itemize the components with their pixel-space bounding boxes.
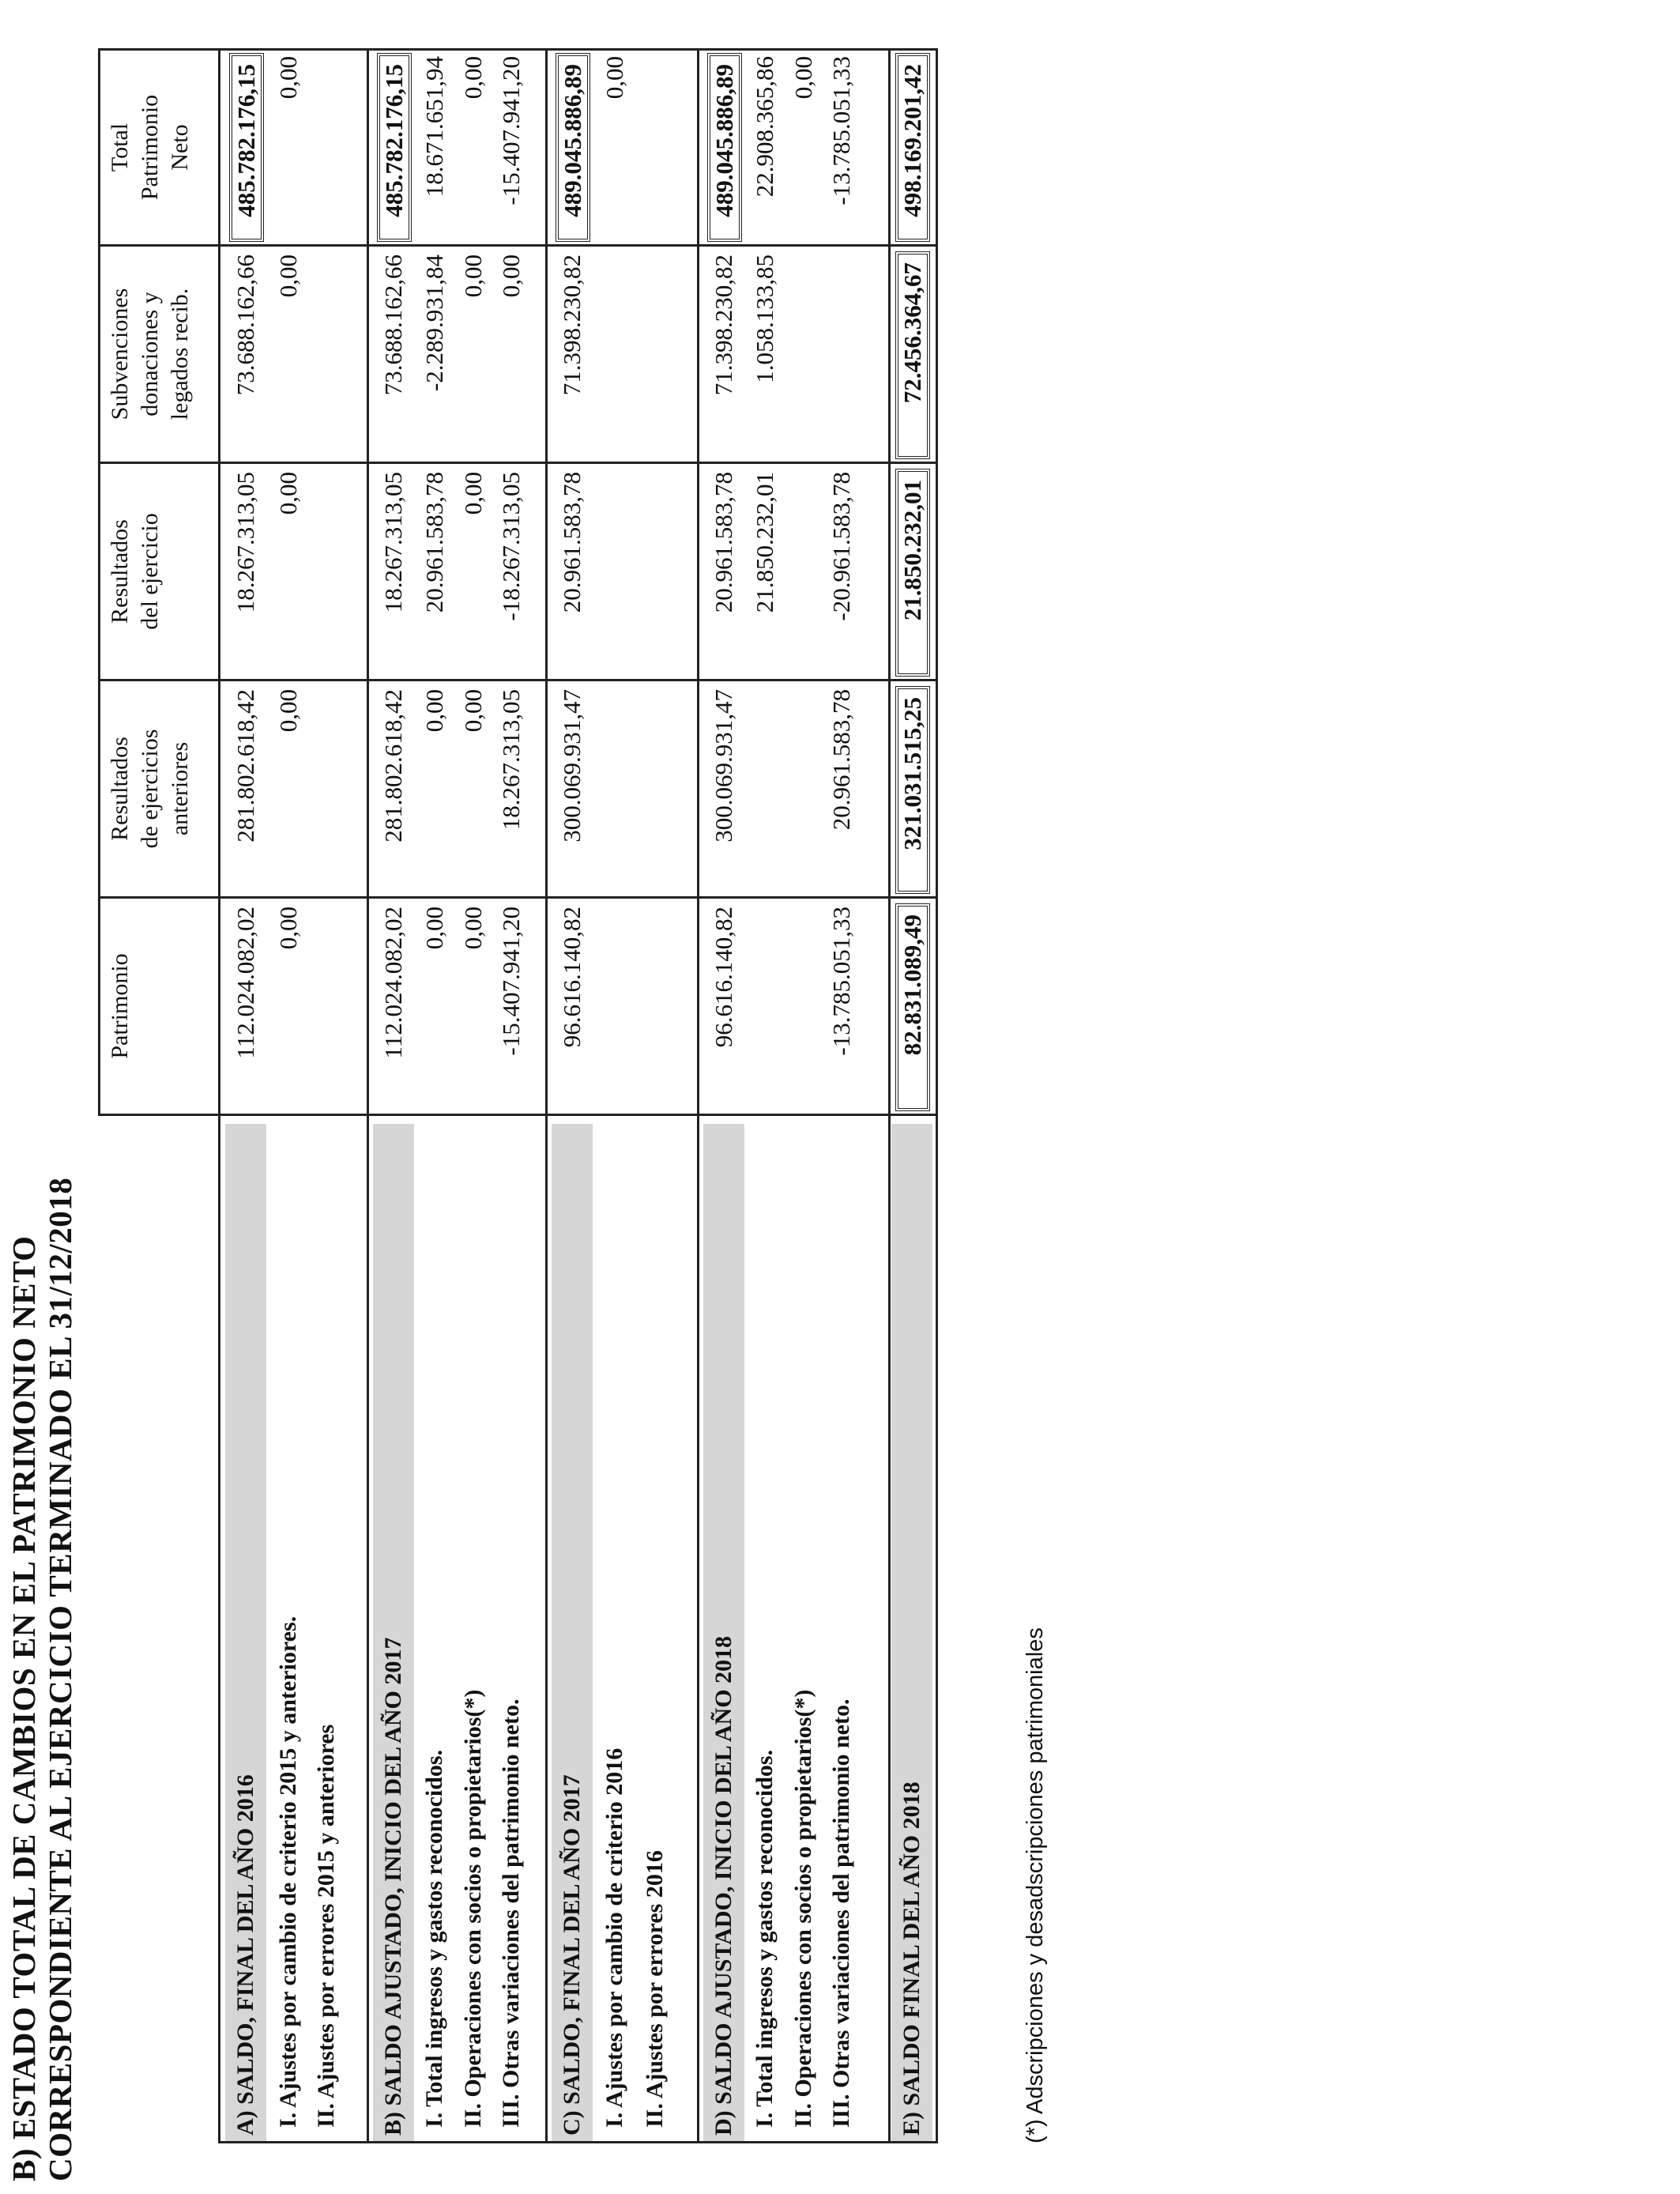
value-cell [594, 681, 635, 899]
row-label: II. Operaciones con socios o propietarios(*) [460, 1689, 486, 2128]
value-cell [635, 464, 676, 681]
value-cell: 0,00 [274, 56, 302, 100]
table-row [891, 48, 932, 2143]
value-cell: -15.407.941,20 [497, 56, 525, 205]
value-cell: 96.616.140,82 [558, 907, 586, 1048]
value-cell: 18.267.313,05 [232, 472, 259, 613]
equity-changes-table [98, 48, 1015, 2143]
value-cell: 0,00 [459, 907, 487, 950]
row-label: I. Ajustes por cambio de criterio 2016 [601, 1747, 627, 2128]
value-cell: 0,00 [459, 254, 487, 298]
table-row [635, 48, 676, 2143]
column-header [98, 681, 220, 899]
column-header [98, 247, 220, 464]
table-bottom-rule [936, 48, 938, 2143]
column-rule [218, 896, 938, 899]
header-bottom-rule [218, 48, 220, 2143]
final-row-top-rule [888, 48, 891, 2143]
row-label: B) SALDO AJUSTADO, INICIO DEL AÑO 2017 [373, 1124, 414, 2143]
boxed-total: 321.031.515,25 [895, 686, 930, 894]
value-cell: 0,00 [459, 472, 487, 515]
value-cell [635, 247, 676, 464]
row-label: II. Ajustes por errores 2015 y anteriores [313, 1724, 339, 2128]
value-cell: 20.961.583,78 [827, 689, 855, 831]
value-cell [635, 899, 676, 1116]
column-header-line: Subvenciones [107, 288, 133, 420]
value-cell: 0,00 [789, 56, 817, 100]
value-cell: 0,00 [497, 254, 525, 298]
table-left-rule [218, 2141, 938, 2143]
value-cell [891, 48, 932, 247]
boxed-total: 82.831.089,49 [895, 903, 930, 1111]
value-cell [552, 48, 593, 247]
table-row [552, 48, 593, 2143]
value-cell: 112.024.082,02 [379, 907, 407, 1059]
row-label: I. Ajustes por cambio de criterio 2015 y anteriores. [275, 1615, 301, 2128]
table-right-rule [98, 48, 938, 51]
column-header-line: anteriores [167, 741, 193, 836]
row-label: C) SALDO, FINAL DEL AÑO 2017 [552, 1124, 593, 2143]
value-cell: 112.024.082,02 [232, 907, 259, 1059]
column-rule [218, 462, 938, 464]
boxed-total: 485.782.176,15 [377, 53, 412, 242]
value-cell: -18.267.313,05 [497, 472, 525, 621]
column-header-line: Patrimonio [137, 94, 163, 201]
value-cell [225, 48, 266, 247]
section-rule [697, 48, 699, 2143]
value-cell: 96.616.140,82 [710, 907, 737, 1048]
column-rule [218, 679, 938, 681]
value-cell [744, 899, 785, 1116]
boxed-total: 489.045.886,89 [556, 53, 590, 242]
value-cell: 71.398.230,82 [710, 254, 737, 396]
column-header-line: Total [107, 123, 133, 172]
value-cell: 0,00 [274, 254, 302, 298]
value-cell [783, 681, 824, 899]
value-cell [783, 247, 824, 464]
value-cell [783, 899, 824, 1116]
value-cell [744, 681, 785, 899]
column-header-line: Resultados [107, 737, 133, 841]
column-header-line: del ejercicio [137, 513, 163, 630]
section-rule [545, 48, 548, 2143]
value-cell: 71.398.230,82 [558, 254, 586, 396]
value-cell: 0,00 [420, 689, 448, 733]
value-cell: -15.407.941,20 [497, 907, 525, 1056]
value-cell [783, 464, 824, 681]
value-cell: 20.961.583,78 [420, 472, 448, 613]
table-row [703, 48, 744, 2143]
table-row [783, 48, 824, 2143]
value-cell: 0,00 [459, 689, 487, 733]
row-label: II. Operaciones con socios o propietarios(*) [790, 1689, 816, 2128]
value-cell: 20.961.583,78 [558, 472, 586, 613]
column-header-line: Patrimonio [107, 953, 133, 1059]
value-cell [594, 899, 635, 1116]
value-cell: 0,00 [459, 56, 487, 100]
column-header-line: Neto [167, 124, 193, 171]
value-cell [306, 681, 347, 899]
table-row [453, 48, 494, 2143]
row-label: D) SALDO AJUSTADO, INICIO DEL AÑO 2018 [703, 1124, 744, 2143]
row-label: I. Total ingresos y gastos reconocidos. [751, 1749, 778, 2128]
column-header [98, 899, 220, 1116]
row-label: III. Otras variaciones del patrimonio neto. [828, 1698, 854, 2128]
column-header [98, 464, 220, 681]
value-cell [891, 464, 932, 681]
value-cell [306, 247, 347, 464]
statement-title: B) ESTADO TOTAL DE CAMBIOS EN EL PATRIMONIO NETO [6, 1235, 42, 2181]
table-row [306, 48, 347, 2143]
value-cell: -2.289.931,84 [420, 254, 448, 392]
value-cell [821, 247, 862, 464]
value-cell: 1.058.133,85 [751, 254, 778, 383]
value-cell: -13.785.051,33 [827, 907, 855, 1056]
value-cell: 281.802.618,42 [379, 689, 407, 843]
value-cell: 0,00 [420, 907, 448, 950]
statement-subtitle: CORRESPONDIENTE AL EJERCICIO TERMINADO EL 31/12/2018 [42, 1177, 78, 2181]
value-cell: 21.850.232,01 [751, 472, 778, 613]
column-rule [218, 244, 938, 247]
boxed-total: 72.456.364,67 [895, 251, 930, 459]
value-cell [635, 681, 676, 899]
value-cell [306, 899, 347, 1116]
column-header-line: de ejercicios [137, 729, 163, 849]
row-label: A) SALDO, FINAL DEL AÑO 2016 [225, 1124, 266, 2143]
table-row [268, 48, 309, 2143]
table-row [821, 48, 862, 2143]
row-label: III. Otras variaciones del patrimonio neto. [498, 1698, 524, 2128]
value-cell [594, 247, 635, 464]
column-rule [218, 1114, 938, 1116]
value-cell: 300.069.931,47 [710, 689, 737, 843]
value-cell: 281.802.618,42 [232, 689, 259, 843]
column-header [98, 48, 220, 247]
value-cell: -20.961.583,78 [827, 472, 855, 621]
value-cell [703, 48, 744, 247]
value-cell: 300.069.931,47 [558, 689, 586, 843]
value-cell: 0,00 [274, 472, 302, 515]
value-cell [373, 48, 414, 247]
footnote: (*) Adscripciones y desadscripciones patrimoniales [1023, 1627, 1048, 2143]
value-cell: 0,00 [601, 56, 628, 100]
table-row [225, 48, 266, 2143]
value-cell: 22.908.365,86 [751, 56, 778, 198]
value-cell [891, 247, 932, 464]
value-cell [594, 464, 635, 681]
value-cell: -13.785.051,33 [827, 56, 855, 205]
table-row [594, 48, 635, 2143]
value-cell: 73.688.162,66 [232, 254, 259, 396]
value-cell: 18.267.313,05 [497, 689, 525, 831]
boxed-total: 485.782.176,15 [229, 53, 264, 242]
value-cell: 0,00 [274, 907, 302, 950]
table-row [744, 48, 785, 2143]
section-rule [367, 48, 369, 2143]
row-label: II. Ajustes por errores 2016 [642, 1850, 668, 2128]
row-label: I. Total ingresos y gastos reconocidos. [421, 1749, 447, 2128]
column-header-line: Resultados [107, 519, 133, 624]
value-cell [635, 48, 676, 247]
boxed-total: 489.045.886,89 [707, 53, 742, 242]
table-row [373, 48, 414, 2143]
table-row [491, 48, 532, 2143]
table-row [414, 48, 455, 2143]
value-cell [891, 681, 932, 899]
row-label: E) SALDO FINAL DEL AÑO 2018 [891, 1124, 932, 2143]
value-cell [306, 48, 347, 247]
boxed-total: 21.850.232,01 [895, 469, 930, 677]
value-cell: 73.688.162,66 [379, 254, 407, 396]
column-header-line: legados recib. [167, 288, 193, 420]
value-cell [891, 899, 932, 1116]
column-header-line: donaciones y [137, 292, 163, 417]
value-cell [306, 464, 347, 681]
value-cell: 20.961.583,78 [710, 472, 737, 613]
value-cell: 18.267.313,05 [379, 472, 407, 613]
value-cell: 18.671.651,94 [420, 56, 448, 198]
value-cell: 0,00 [274, 689, 302, 733]
boxed-total: 498.169.201,42 [895, 53, 930, 242]
